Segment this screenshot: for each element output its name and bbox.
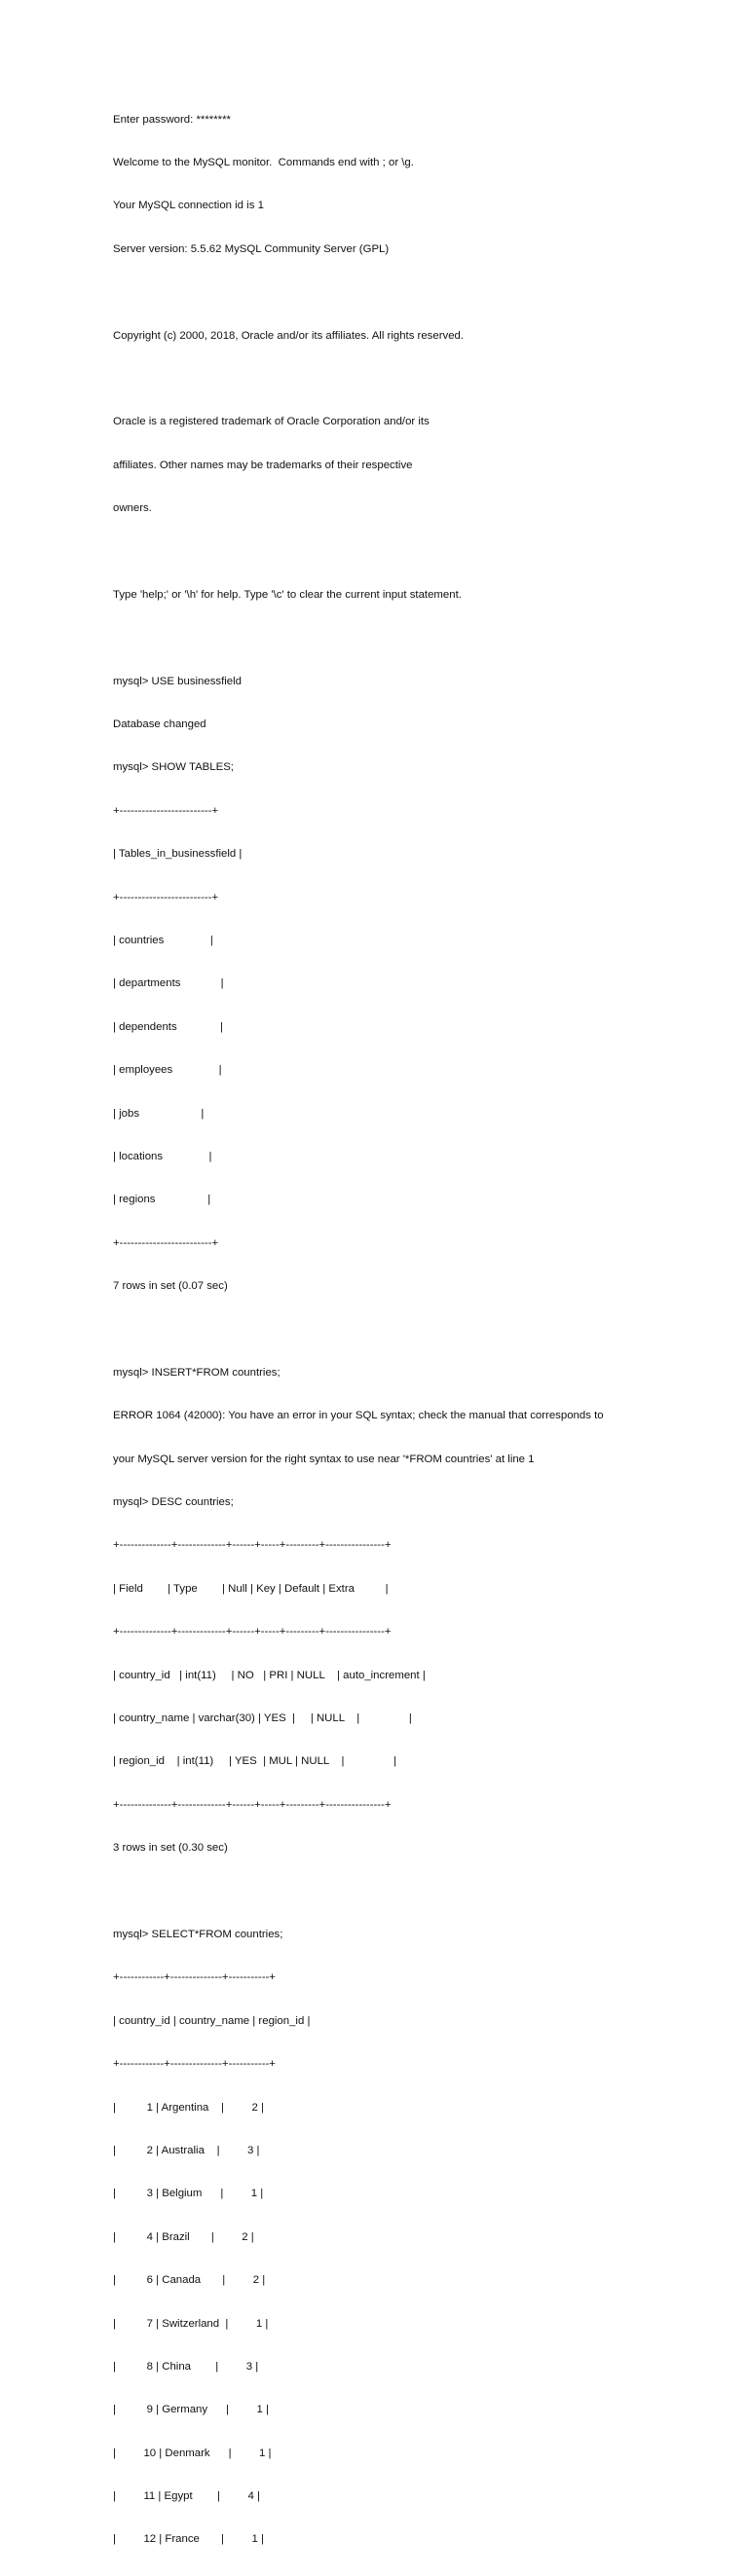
line-welcome: Welcome to the MySQL monitor. Commands end with ; or \g. <box>113 156 414 168</box>
line-connection-id: Your MySQL connection id is 1 <box>113 200 264 212</box>
line-rows-in-set: 7 rows in set (0.07 sec) <box>113 1280 228 1293</box>
line-password-prompt: Enter password: ******** <box>113 113 231 126</box>
countries-row: | 10 | Denmark | 1 | <box>113 2447 272 2459</box>
blank-line <box>113 545 736 560</box>
desc-border: +--------------+-------------+------+-----+---------+----------------+ <box>113 1798 392 1811</box>
line-copyright: Copyright (c) 2000, 2018, Oracle and/or its affiliates. All rights reserved. <box>113 329 465 342</box>
countries-row: | 12 | France | 1 | <box>113 2533 264 2546</box>
tables-row: | countries | <box>113 935 213 947</box>
line-error-1: ERROR 1064 (42000): You have an error in your SQL syntax; check the manual that corresponds to <box>113 1410 604 1422</box>
desc-border: +--------------+-------------+------+-----+---------+----------------+ <box>113 1539 392 1552</box>
blank-line <box>113 1323 736 1338</box>
line-rows-in-set: 3 rows in set (0.30 sec) <box>113 1842 228 1855</box>
line-help: Type 'help;' or '\h' for help. Type '\c' to clear the current input statement. <box>113 588 462 601</box>
blank-line <box>113 631 736 645</box>
countries-row: | 3 | Belgium | 1 | <box>113 2188 264 2200</box>
tables-row: | departments | <box>113 977 224 990</box>
countries-row: | 1 | Argentina | 2 | <box>113 2101 264 2114</box>
tables-border: +-------------------------+ <box>113 1236 219 1249</box>
countries-row: | 8 | China | 3 | <box>113 2360 259 2373</box>
tables-border: +-------------------------+ <box>113 804 219 817</box>
tables-row: | jobs | <box>113 1107 205 1120</box>
line-database-changed: Database changed <box>113 718 206 731</box>
countries-row: | 9 | Germany | 1 | <box>113 2404 269 2416</box>
line-desc-command: mysql> DESC countries; <box>113 1496 234 1509</box>
line-trademark-3: owners. <box>113 502 152 515</box>
countries-border: +------------+--------------+-----------+ <box>113 1971 276 1984</box>
countries-row: | 7 | Switzerland | 1 | <box>113 2317 269 2330</box>
countries-header: | country_id | country_name | region_id | <box>113 2014 311 2027</box>
desc-row: | country_id | int(11) | NO | PRI | NULL | auto_increment | <box>113 1669 426 1681</box>
countries-border: +------------+--------------+-----------+ <box>113 2058 276 2071</box>
countries-row: | 6 | Canada | 2 | <box>113 2274 266 2287</box>
countries-row: | 11 | Egypt | 4 | <box>113 2490 260 2503</box>
line-insert-command: mysql> INSERT*FROM countries; <box>113 1366 280 1379</box>
tables-border: +-------------------------+ <box>113 891 219 903</box>
line-server-version: Server version: 5.5.62 MySQL Community Server (GPL) <box>113 242 390 255</box>
tables-row: | locations | <box>113 1150 212 1162</box>
line-trademark-1: Oracle is a registered trademark of Oracle Corporation and/or its <box>113 416 430 428</box>
desc-border: +--------------+-------------+------+-----+---------+----------------+ <box>113 1626 392 1638</box>
blank-line <box>113 1885 736 1899</box>
blank-line <box>113 285 736 300</box>
desc-header: | Field | Type | Null | Key | Default | Extra | <box>113 1582 389 1595</box>
tables-row: | regions | <box>113 1194 211 1206</box>
line-use-command: mysql> USE businessfield <box>113 675 242 687</box>
blank-line <box>113 372 736 386</box>
line-show-tables-command: mysql> SHOW TABLES; <box>113 761 234 774</box>
line-error-2: your MySQL server version for the right syntax to use near '*FROM countries' at line 1 <box>113 1453 535 1465</box>
terminal-transcript <box>113 84 736 2576</box>
desc-row: | country_name | varchar(30) | YES | | NULL | | <box>113 1712 412 1725</box>
line-trademark-2: affiliates. Other names may be trademarks of their respective <box>113 459 413 471</box>
tables-row: | dependents | <box>113 1020 223 1033</box>
tables-row: | employees | <box>113 1064 222 1077</box>
countries-row: | 2 | Australia | 3 | <box>113 2144 260 2156</box>
tables-header: | Tables_in_businessfield | <box>113 848 243 861</box>
desc-row: | region_id | int(11) | YES | MUL | NULL | | <box>113 1755 397 1768</box>
line-select-command: mysql> SELECT*FROM countries; <box>113 1929 283 1940</box>
countries-row: | 4 | Brazil | 2 | <box>113 2230 254 2243</box>
